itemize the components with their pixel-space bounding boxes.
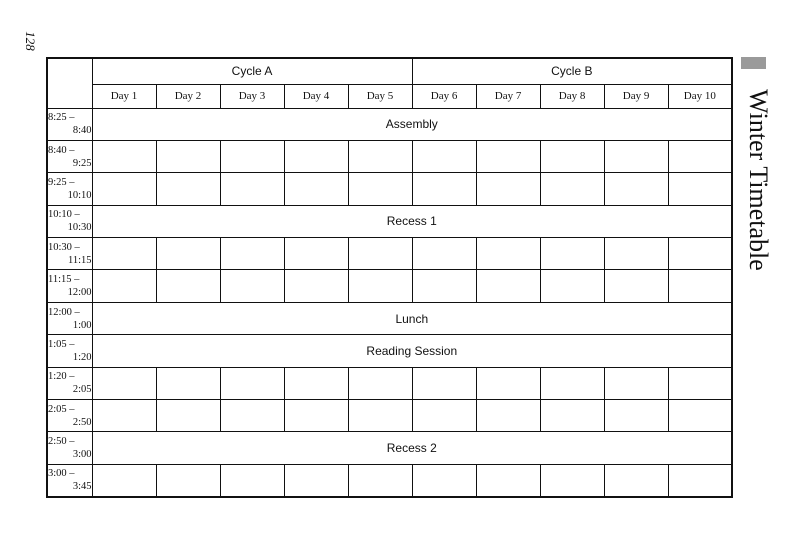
time-start: 12:00 – xyxy=(48,306,80,318)
timetable-cell[interactable] xyxy=(604,367,668,399)
time-slot-label xyxy=(47,367,92,399)
timetable-cell[interactable] xyxy=(540,238,604,270)
day-header: Day 6 xyxy=(412,84,476,108)
timetable-cell[interactable] xyxy=(220,400,284,432)
day-header: Day 2 xyxy=(156,84,220,108)
timetable-cell[interactable] xyxy=(476,400,540,432)
cycle-header-row xyxy=(47,58,732,84)
timetable-cell[interactable] xyxy=(284,400,348,432)
timetable-cell[interactable] xyxy=(156,140,220,172)
time-slot-label xyxy=(47,464,92,496)
time-slot-row xyxy=(47,464,732,496)
timetable-cell[interactable] xyxy=(668,270,732,302)
timetable-cell[interactable] xyxy=(156,238,220,270)
timetable-cell[interactable] xyxy=(220,367,284,399)
time-slot-row xyxy=(47,367,732,399)
full-width-period: Assembly xyxy=(92,108,732,140)
time-slot-row xyxy=(47,108,732,140)
timetable-cell[interactable] xyxy=(668,238,732,270)
timetable-cell[interactable] xyxy=(668,464,732,496)
timetable-cell[interactable] xyxy=(348,238,412,270)
timetable-cell[interactable] xyxy=(540,140,604,172)
time-start: 11:15 – xyxy=(48,274,80,286)
timetable-cell[interactable] xyxy=(92,400,156,432)
time-end: 2:50 xyxy=(72,416,92,428)
cycle-b-header: Cycle B xyxy=(412,58,732,84)
day-header: Day 10 xyxy=(668,84,732,108)
timetable-cell[interactable] xyxy=(92,238,156,270)
timetable-cell[interactable] xyxy=(348,367,412,399)
timetable-cell[interactable] xyxy=(412,140,476,172)
full-width-period: Reading Session xyxy=(92,335,732,367)
time-end: 1:20 xyxy=(72,351,92,363)
time-start: 8:40 – xyxy=(48,144,75,156)
timetable-cell[interactable] xyxy=(92,367,156,399)
timetable-cell[interactable] xyxy=(220,173,284,205)
time-slot-label xyxy=(47,238,92,270)
timetable-cell[interactable] xyxy=(540,173,604,205)
timetable-cell[interactable] xyxy=(540,400,604,432)
time-slot-label xyxy=(47,108,92,140)
full-width-period: Lunch xyxy=(92,302,732,334)
time-slot-row xyxy=(47,270,732,302)
day-header: Day 7 xyxy=(476,84,540,108)
page-number: 128 xyxy=(22,31,38,51)
timetable-cell[interactable] xyxy=(540,464,604,496)
time-slot-row xyxy=(47,400,732,432)
time-end: 3:00 xyxy=(72,449,92,461)
day-header: Day 9 xyxy=(604,84,668,108)
timetable-cell[interactable] xyxy=(412,464,476,496)
time-slot-row xyxy=(47,140,732,172)
timetable-cell[interactable] xyxy=(412,367,476,399)
time-end: 9:25 xyxy=(72,157,92,169)
time-end: 2:05 xyxy=(72,384,92,396)
timetable-cell[interactable] xyxy=(604,400,668,432)
timetable-cell[interactable] xyxy=(220,464,284,496)
time-start: 9:25 – xyxy=(48,176,75,188)
time-slot-label xyxy=(47,270,92,302)
time-start: 10:30 – xyxy=(48,241,80,253)
timetable-cell[interactable] xyxy=(92,173,156,205)
timetable-cell[interactable] xyxy=(220,238,284,270)
cycle-a-header: Cycle A xyxy=(92,58,412,84)
timetable-cell[interactable] xyxy=(156,270,220,302)
timetable-cell[interactable] xyxy=(540,367,604,399)
timetable-cell[interactable] xyxy=(284,238,348,270)
day-header: Day 1 xyxy=(92,84,156,108)
time-start: 3:00 – xyxy=(48,468,75,480)
timetable-cell[interactable] xyxy=(284,140,348,172)
timetable-cell[interactable] xyxy=(668,173,732,205)
timetable-cell[interactable] xyxy=(476,173,540,205)
day-header: Day 5 xyxy=(348,84,412,108)
time-end: 1:00 xyxy=(72,319,92,331)
time-end: 3:45 xyxy=(72,481,92,493)
timetable-cell[interactable] xyxy=(284,367,348,399)
day-header: Day 8 xyxy=(540,84,604,108)
time-slot-label xyxy=(47,205,92,237)
time-slot-row xyxy=(47,335,732,367)
timetable-cell[interactable] xyxy=(604,140,668,172)
time-slot-label xyxy=(47,140,92,172)
time-start: 2:05 – xyxy=(48,403,75,415)
timetable-cell[interactable] xyxy=(348,400,412,432)
time-start: 8:25 – xyxy=(48,112,75,124)
time-end: 10:10 xyxy=(67,189,92,201)
timetable-cell[interactable] xyxy=(412,238,476,270)
timetable-cell[interactable] xyxy=(156,464,220,496)
timetable-cell[interactable] xyxy=(668,140,732,172)
timetable-cell[interactable] xyxy=(220,140,284,172)
timetable-cell[interactable] xyxy=(348,140,412,172)
timetable-cell[interactable] xyxy=(92,464,156,496)
timetable-cell[interactable] xyxy=(604,464,668,496)
timetable-cell[interactable] xyxy=(604,270,668,302)
time-slot-label xyxy=(47,302,92,334)
time-end: 11:15 xyxy=(67,254,92,266)
day-header: Day 4 xyxy=(284,84,348,108)
side-title: Winter Timetable xyxy=(744,89,773,271)
timetable-cell[interactable] xyxy=(348,270,412,302)
time-slot-label xyxy=(47,173,92,205)
section-tab-marker xyxy=(741,57,766,69)
timetable-cell[interactable] xyxy=(284,173,348,205)
timetable-grid xyxy=(46,57,733,498)
timetable-cell[interactable] xyxy=(476,464,540,496)
time-slot-row xyxy=(47,302,732,334)
day-header: Day 3 xyxy=(220,84,284,108)
full-width-period: Recess 1 xyxy=(92,205,732,237)
timetable-cell[interactable] xyxy=(476,367,540,399)
timetable-cell[interactable] xyxy=(156,367,220,399)
timetable-cell[interactable] xyxy=(476,140,540,172)
day-header-row xyxy=(47,84,732,108)
time-slot-row xyxy=(47,205,732,237)
time-slot-row xyxy=(47,432,732,464)
timetable-cell[interactable] xyxy=(668,367,732,399)
timetable-cell[interactable] xyxy=(348,464,412,496)
time-start: 1:20 – xyxy=(48,371,75,383)
time-slot-row xyxy=(47,238,732,270)
full-width-period: Recess 2 xyxy=(92,432,732,464)
timetable-cell[interactable] xyxy=(604,173,668,205)
timetable-cell[interactable] xyxy=(156,400,220,432)
time-end: 10:30 xyxy=(67,222,92,234)
timetable-cell[interactable] xyxy=(476,238,540,270)
time-end: 8:40 xyxy=(72,125,92,137)
timetable-cell[interactable] xyxy=(156,173,220,205)
time-end: 12:00 xyxy=(67,287,92,299)
time-slot-label xyxy=(47,400,92,432)
timetable-cell[interactable] xyxy=(540,270,604,302)
corner-cell xyxy=(47,58,92,108)
time-slot-label xyxy=(47,335,92,367)
time-start: 10:10 – xyxy=(48,209,80,221)
timetable-cell[interactable] xyxy=(476,270,540,302)
timetable-cell[interactable] xyxy=(412,173,476,205)
timetable-cell[interactable] xyxy=(92,270,156,302)
timetable-cell[interactable] xyxy=(284,270,348,302)
timetable-cell[interactable] xyxy=(220,270,284,302)
timetable-cell[interactable] xyxy=(668,400,732,432)
timetable-cell[interactable] xyxy=(412,400,476,432)
timetable-cell[interactable] xyxy=(92,140,156,172)
time-start: 1:05 – xyxy=(48,338,75,350)
timetable-cell[interactable] xyxy=(604,238,668,270)
timetable-body xyxy=(47,108,732,497)
timetable-cell[interactable] xyxy=(348,173,412,205)
time-slot-label xyxy=(47,432,92,464)
timetable-cell[interactable] xyxy=(412,270,476,302)
time-start: 2:50 – xyxy=(48,436,75,448)
timetable-cell[interactable] xyxy=(284,464,348,496)
time-slot-row xyxy=(47,173,732,205)
